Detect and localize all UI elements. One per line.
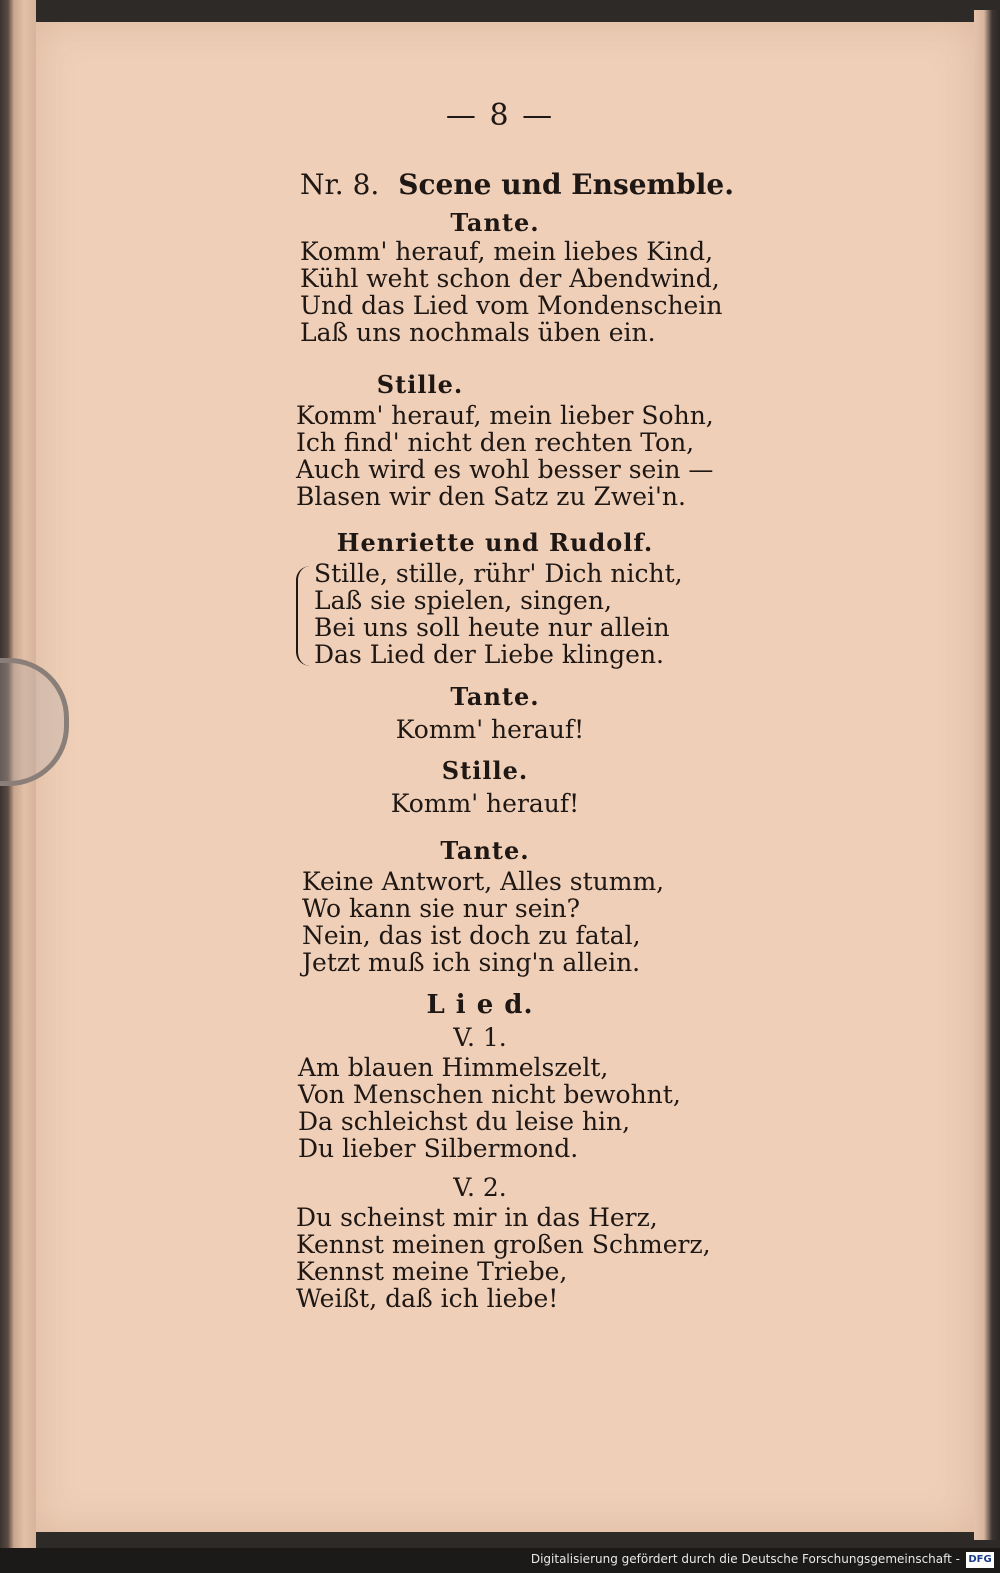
verse-line: Komm' herauf, mein liebes Kind,	[300, 237, 714, 266]
verse-line: Wo kann sie nur sein?	[302, 894, 580, 923]
verse-line: Komm' herauf!	[395, 715, 585, 744]
speaker-heading: Henriette und Rudolf.	[336, 528, 654, 557]
speaker-heading: Stille.	[376, 370, 464, 399]
verse-line: Und das Lied vom Mondenschein	[300, 291, 723, 320]
verse-block	[296, 402, 714, 510]
section-number: Nr. 8.	[300, 168, 380, 201]
verse-line: Bei uns soll heute nur allein	[314, 613, 670, 642]
speaker-heading: Stille.	[441, 756, 529, 785]
verse-line: Blasen wir den Satz zu Zwei'n.	[296, 482, 686, 511]
speaker-heading: Tante.	[450, 682, 540, 711]
book-spine	[0, 0, 36, 1573]
verse-block	[300, 238, 722, 346]
verse-line: Kennst meinen großen Schmerz,	[296, 1230, 711, 1259]
verse-line: Von Menschen nicht bewohnt,	[298, 1080, 681, 1109]
verse-line: Ich find' nicht den rechten Ton,	[296, 428, 695, 457]
dfg-logo: DFG	[966, 1552, 994, 1568]
verse-line: Du scheinst mir in das Herz,	[296, 1203, 658, 1232]
verse-line: Das Lied der Liebe klingen.	[314, 640, 664, 669]
page-number: — 8 —	[445, 98, 555, 133]
section-header	[300, 168, 734, 201]
verse-line: Kennst meine Triebe,	[296, 1257, 568, 1286]
speaker-heading: Tante.	[440, 836, 530, 865]
verse-line: Weißt, daß ich liebe!	[296, 1284, 559, 1313]
verse-block	[296, 1204, 711, 1312]
verse-block	[298, 1054, 681, 1162]
verse-line: Kühl weht schon der Abendwind,	[300, 264, 720, 293]
verse-line: Stille, stille, rühr' Dich nicht,	[314, 559, 683, 588]
section-title: Scene und Ensemble.	[398, 168, 734, 201]
verse-block	[314, 560, 683, 668]
verse-line: Du lieber Silbermond.	[298, 1134, 579, 1163]
verse-line: Komm' herauf, mein lieber Sohn,	[296, 401, 714, 430]
verse-brace	[296, 566, 312, 666]
verse-label: V. 2.	[453, 1173, 507, 1202]
verse-line: Laß sie spielen, singen,	[314, 586, 612, 615]
verse-line: Auch wird es wohl besser sein —	[296, 455, 714, 484]
footer-credit: Digitalisierung gefördert durch die Deutsche Forschungsgemeinschaft -	[530, 1552, 960, 1566]
verse-block	[300, 716, 680, 743]
verse-line: Laß uns nochmals üben ein.	[300, 318, 656, 347]
verse-line: Keine Antwort, Alles stumm,	[302, 867, 665, 896]
verse-line: Jetzt muß ich sing'n allein.	[302, 948, 641, 977]
verse-label: V. 1.	[453, 1023, 507, 1052]
verse-line: Da schleichst du leise hin,	[298, 1107, 631, 1136]
page-edge	[974, 10, 1000, 1540]
song-title: L i e d.	[426, 990, 534, 1020]
verse-line: Am blauen Himmelszelt,	[298, 1053, 609, 1082]
speaker-heading: Tante.	[450, 208, 540, 237]
verse-block	[302, 868, 664, 976]
verse-line: Komm' herauf!	[390, 789, 580, 818]
footer-bar	[0, 1548, 1000, 1573]
verse-block	[300, 790, 670, 817]
verse-line: Nein, das ist doch zu fatal,	[302, 921, 641, 950]
